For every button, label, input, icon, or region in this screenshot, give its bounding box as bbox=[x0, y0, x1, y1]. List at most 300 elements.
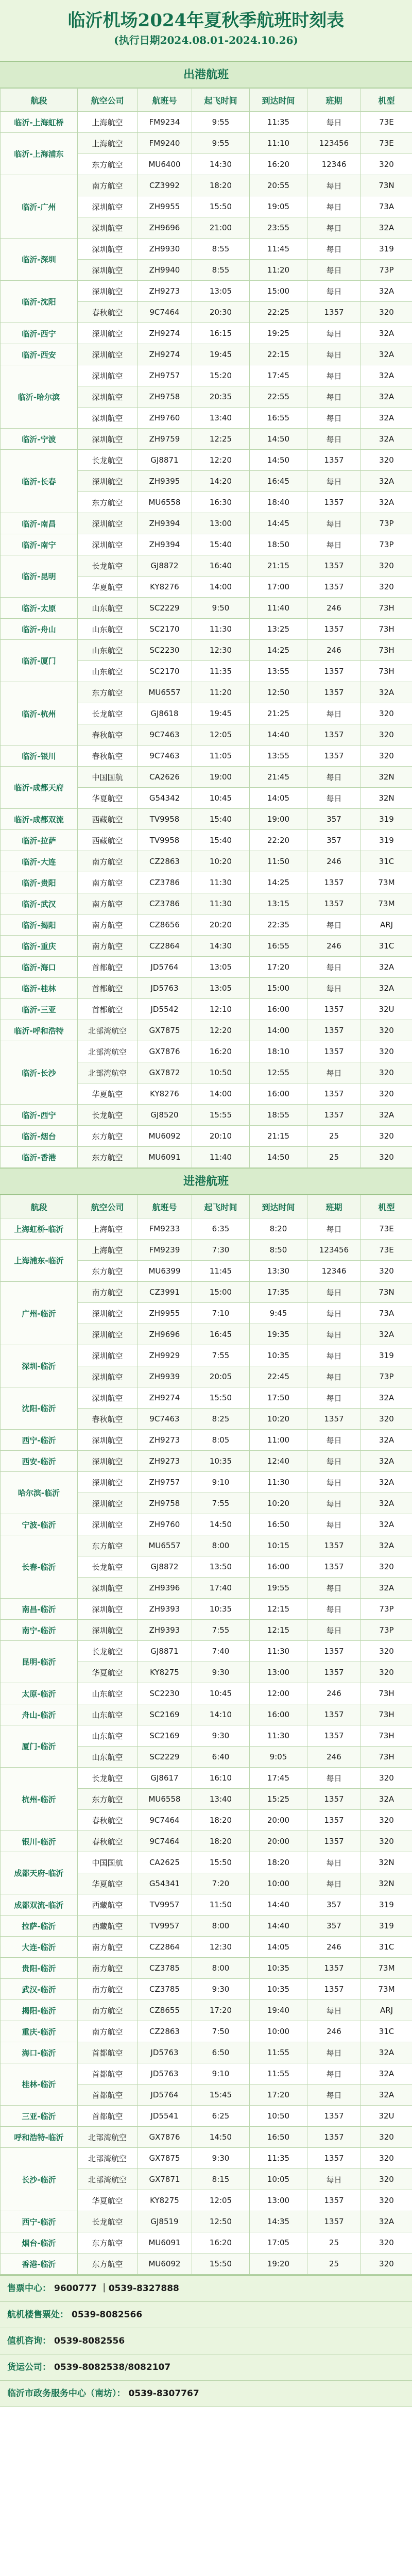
flight-number-cell: TV9958 bbox=[138, 830, 192, 851]
departure-time-cell: 11:35 bbox=[192, 661, 250, 682]
flight-number-cell: ZH9274 bbox=[138, 344, 192, 365]
column-header: 机型 bbox=[361, 1195, 412, 1218]
flight-number-cell: ZH9955 bbox=[138, 1303, 192, 1324]
arrival-time-cell: 19:25 bbox=[250, 323, 307, 344]
departure-time-cell: 11:30 bbox=[192, 893, 250, 914]
table-row bbox=[1, 2211, 412, 2232]
departure-time-cell: 15:50 bbox=[192, 1852, 250, 1873]
flight-number-cell: FM9240 bbox=[138, 133, 192, 154]
arrival-time-cell: 10:15 bbox=[250, 1535, 307, 1556]
arrival-time-cell: 20:00 bbox=[250, 1810, 307, 1831]
aircraft-type-cell: 32A bbox=[361, 344, 412, 365]
schedule-days-cell: 每日 bbox=[307, 2084, 361, 2106]
route-cell: 临沂-南昌 bbox=[1, 513, 78, 534]
airline-cell: 华夏航空 bbox=[78, 1873, 138, 1894]
table-row bbox=[1, 344, 412, 365]
airline-cell: 深圳航空 bbox=[78, 196, 138, 217]
departure-time-cell: 14:50 bbox=[192, 2127, 250, 2148]
schedule-days-cell: 246 bbox=[307, 1683, 361, 1704]
table-row bbox=[1, 999, 412, 1020]
schedule-days-cell: 每日 bbox=[307, 1366, 361, 1387]
schedule-days-cell: 1357 bbox=[307, 1409, 361, 1430]
table-row bbox=[1, 2021, 412, 2042]
flight-number-cell: KY8276 bbox=[138, 577, 192, 598]
schedule-days-cell: 25 bbox=[307, 2253, 361, 2275]
table-row bbox=[1, 830, 412, 851]
arrival-time-cell: 17:05 bbox=[250, 2232, 307, 2253]
aircraft-type-cell: 320 bbox=[361, 1641, 412, 1662]
airline-cell: 南方航空 bbox=[78, 914, 138, 936]
flight-number-cell: SC2229 bbox=[138, 598, 192, 619]
aircraft-type-cell: 319 bbox=[361, 1894, 412, 1916]
schedule-days-cell: 每日 bbox=[307, 1599, 361, 1620]
schedule-days-cell: 1357 bbox=[307, 745, 361, 767]
departure-time-cell: 12:50 bbox=[192, 2211, 250, 2232]
flight-number-cell: ZH9274 bbox=[138, 1387, 192, 1409]
departure-time-cell: 16:45 bbox=[192, 1324, 250, 1345]
airline-cell: 南方航空 bbox=[78, 2021, 138, 2042]
aircraft-type-cell: 32A bbox=[361, 2042, 412, 2063]
airline-cell: 山东航空 bbox=[78, 1704, 138, 1725]
aircraft-type-cell: 31C bbox=[361, 2021, 412, 2042]
table-row bbox=[1, 534, 412, 555]
table-row bbox=[1, 1240, 412, 1261]
schedule-days-cell: 每日 bbox=[307, 1451, 361, 1472]
aircraft-type-cell: 32A bbox=[361, 281, 412, 302]
flight-number-cell: CZ3992 bbox=[138, 175, 192, 196]
aircraft-type-cell: 73H bbox=[361, 1683, 412, 1704]
departure-time-cell: 15:20 bbox=[192, 365, 250, 386]
arrival-time-cell: 14:25 bbox=[250, 640, 307, 661]
airline-cell: 春秋航空 bbox=[78, 745, 138, 767]
airline-cell: 南方航空 bbox=[78, 1937, 138, 1958]
schedule-days-cell: 每日 bbox=[307, 2042, 361, 2063]
departure-time-cell: 9:50 bbox=[192, 598, 250, 619]
table-row bbox=[1, 2000, 412, 2021]
schedule-days-cell: 1357 bbox=[307, 999, 361, 1020]
table-row bbox=[1, 1514, 412, 1535]
schedule-days-cell: 123456 bbox=[307, 1240, 361, 1261]
aircraft-type-cell: 320 bbox=[361, 1147, 412, 1168]
flight-number-cell: CZ3786 bbox=[138, 872, 192, 893]
departure-time-cell: 9:30 bbox=[192, 1662, 250, 1683]
schedule-days-cell: 1357 bbox=[307, 1958, 361, 1979]
contact-label: 临沂市政务服务中心（南坊）： bbox=[7, 2388, 126, 2399]
aircraft-type-cell: 73E bbox=[361, 133, 412, 154]
contact-row bbox=[0, 2328, 412, 2354]
departure-time-cell: 11:05 bbox=[192, 745, 250, 767]
schedule-days-cell: 每日 bbox=[307, 365, 361, 386]
departure-time-cell: 9:55 bbox=[192, 133, 250, 154]
departure-time-cell: 18:20 bbox=[192, 1810, 250, 1831]
airline-cell: 首都航空 bbox=[78, 2042, 138, 2063]
flight-number-cell: MU6557 bbox=[138, 682, 192, 703]
route-cell: 临沂-成都天府 bbox=[1, 767, 78, 809]
contact-row bbox=[0, 2354, 412, 2381]
arrival-time-cell: 18:40 bbox=[250, 492, 307, 513]
flight-number-cell: GJ8520 bbox=[138, 1105, 192, 1126]
schedule-days-cell: 1357 bbox=[307, 1105, 361, 1126]
schedule-days-cell: 每日 bbox=[307, 1852, 361, 1873]
aircraft-type-cell: 320 bbox=[361, 1810, 412, 1831]
arrival-time-cell: 11:30 bbox=[250, 1641, 307, 1662]
table-row bbox=[1, 1147, 412, 1168]
aircraft-type-cell: 319 bbox=[361, 830, 412, 851]
schedule-days-cell: 25 bbox=[307, 1147, 361, 1168]
aircraft-type-cell: 320 bbox=[361, 302, 412, 323]
flight-number-cell: ZH9395 bbox=[138, 471, 192, 492]
table-row bbox=[1, 1020, 412, 1041]
route-cell: 宁波-临沂 bbox=[1, 1514, 78, 1535]
schedule-days-cell: 1357 bbox=[307, 555, 361, 577]
table-row bbox=[1, 914, 412, 936]
arrival-time-cell: 20:00 bbox=[250, 1831, 307, 1852]
aircraft-type-cell: 73H bbox=[361, 1704, 412, 1725]
route-cell: 临沂-上海浦东 bbox=[1, 133, 78, 175]
departure-time-cell: 14:30 bbox=[192, 154, 250, 175]
flight-number-cell: ZH9939 bbox=[138, 1366, 192, 1387]
table-row bbox=[1, 323, 412, 344]
schedule-days-cell: 每日 bbox=[307, 1514, 361, 1535]
route-cell: 三亚-临沂 bbox=[1, 2106, 78, 2127]
departure-time-cell: 9:30 bbox=[192, 2148, 250, 2169]
airline-cell: 深圳航空 bbox=[78, 365, 138, 386]
flight-number-cell: ZH9757 bbox=[138, 365, 192, 386]
route-cell: 临沂-西宁 bbox=[1, 323, 78, 344]
airline-cell: 东方航空 bbox=[78, 154, 138, 175]
aircraft-type-cell: 32A bbox=[361, 978, 412, 999]
table-row bbox=[1, 281, 412, 302]
airline-cell: 长龙航空 bbox=[78, 555, 138, 577]
schedule-days-cell: 1357 bbox=[307, 577, 361, 598]
route-cell: 拉萨-临沂 bbox=[1, 1916, 78, 1937]
airline-cell: 首都航空 bbox=[78, 978, 138, 999]
arrival-time-cell: 10:35 bbox=[250, 1979, 307, 2000]
flight-number-cell: SC2169 bbox=[138, 1704, 192, 1725]
departure-time-cell: 18:20 bbox=[192, 175, 250, 196]
airline-cell: 深圳航空 bbox=[78, 281, 138, 302]
route-cell: 成都天府-临沂 bbox=[1, 1852, 78, 1894]
aircraft-type-cell: 32A bbox=[361, 1578, 412, 1599]
route-cell: 临沂-上海虹桥 bbox=[1, 112, 78, 133]
schedule-days-cell: 每日 bbox=[307, 386, 361, 408]
aircraft-type-cell: 73N bbox=[361, 1282, 412, 1303]
flight-number-cell: CZ8656 bbox=[138, 914, 192, 936]
route-cell: 桂林-临沂 bbox=[1, 2063, 78, 2106]
route-cell: 临沂-武汉 bbox=[1, 893, 78, 914]
flight-number-cell: CA2625 bbox=[138, 1852, 192, 1873]
table-row bbox=[1, 1683, 412, 1704]
departure-time-cell: 20:05 bbox=[192, 1366, 250, 1387]
flight-number-cell: JD5542 bbox=[138, 999, 192, 1020]
flight-number-cell: 9C7464 bbox=[138, 1831, 192, 1852]
arrival-time-cell: 11:45 bbox=[250, 239, 307, 260]
departure-time-cell: 11:30 bbox=[192, 872, 250, 893]
arrival-time-cell: 12:15 bbox=[250, 1620, 307, 1641]
schedule-days-cell: 1357 bbox=[307, 2211, 361, 2232]
arrival-time-cell: 12:50 bbox=[250, 682, 307, 703]
aircraft-type-cell: 73E bbox=[361, 112, 412, 133]
arrival-time-cell: 11:30 bbox=[250, 1472, 307, 1493]
aircraft-type-cell: 320 bbox=[361, 2169, 412, 2190]
table-row bbox=[1, 619, 412, 640]
flight-number-cell: FM9233 bbox=[138, 1218, 192, 1240]
arrival-time-cell: 19:35 bbox=[250, 1324, 307, 1345]
departure-time-cell: 14:20 bbox=[192, 471, 250, 492]
departure-time-cell: 12:20 bbox=[192, 1020, 250, 1041]
aircraft-type-cell: 73H bbox=[361, 598, 412, 619]
arrival-time-cell: 15:00 bbox=[250, 978, 307, 999]
aircraft-type-cell: 320 bbox=[361, 450, 412, 471]
route-cell: 沈阳-临沂 bbox=[1, 1387, 78, 1430]
airline-cell: 上海航空 bbox=[78, 133, 138, 154]
arrival-time-cell: 16:50 bbox=[250, 2127, 307, 2148]
route-cell: 临沂-烟台 bbox=[1, 1126, 78, 1147]
table-row bbox=[1, 598, 412, 619]
departure-time-cell: 8:25 bbox=[192, 1409, 250, 1430]
table-row bbox=[1, 2148, 412, 2169]
flight-number-cell: CZ8655 bbox=[138, 2000, 192, 2021]
aircraft-type-cell: 32A bbox=[361, 323, 412, 344]
airline-cell: 深圳航空 bbox=[78, 1345, 138, 1366]
arrival-time-cell: 16:00 bbox=[250, 1083, 307, 1105]
aircraft-type-cell: 32A bbox=[361, 429, 412, 450]
departure-time-cell: 16:30 bbox=[192, 492, 250, 513]
airline-cell: 深圳航空 bbox=[78, 534, 138, 555]
airline-cell: 东方航空 bbox=[78, 2253, 138, 2275]
aircraft-type-cell: 32A bbox=[361, 1514, 412, 1535]
route-cell: 临沂-银川 bbox=[1, 745, 78, 767]
airline-cell: 山东航空 bbox=[78, 640, 138, 661]
flight-number-cell: GX7872 bbox=[138, 1062, 192, 1083]
aircraft-type-cell: 32A bbox=[361, 1789, 412, 1810]
aircraft-type-cell: 32N bbox=[361, 1852, 412, 1873]
airline-cell: 深圳航空 bbox=[78, 429, 138, 450]
flight-number-cell: SC2229 bbox=[138, 1747, 192, 1768]
column-header: 起飞时间 bbox=[192, 1195, 250, 1218]
route-cell: 深圳-临沂 bbox=[1, 1345, 78, 1387]
airline-cell: 西藏航空 bbox=[78, 830, 138, 851]
flight-number-cell: ZH9273 bbox=[138, 1430, 192, 1451]
route-cell: 临沂-西安 bbox=[1, 344, 78, 365]
table-row bbox=[1, 1979, 412, 2000]
aircraft-type-cell: 73M bbox=[361, 1979, 412, 2000]
flight-number-cell: KY8276 bbox=[138, 1083, 192, 1105]
column-header: 航段 bbox=[1, 89, 78, 112]
flight-number-cell: TV9957 bbox=[138, 1916, 192, 1937]
flight-number-cell: GX7876 bbox=[138, 2127, 192, 2148]
arrival-time-cell: 16:00 bbox=[250, 1556, 307, 1578]
flight-number-cell: ZH9396 bbox=[138, 1578, 192, 1599]
departure-time-cell: 15:40 bbox=[192, 830, 250, 851]
route-cell: 昆明-临沂 bbox=[1, 1641, 78, 1683]
airline-cell: 深圳航空 bbox=[78, 1472, 138, 1493]
departure-time-cell: 10:35 bbox=[192, 1599, 250, 1620]
airline-cell: 北部湾航空 bbox=[78, 1020, 138, 1041]
airline-cell: 深圳航空 bbox=[78, 471, 138, 492]
departure-time-cell: 15:50 bbox=[192, 196, 250, 217]
schedule-days-cell: 1357 bbox=[307, 1020, 361, 1041]
airline-cell: 东方航空 bbox=[78, 1789, 138, 1810]
arrival-time-cell: 14:45 bbox=[250, 513, 307, 534]
contact-phone: 9600777 ｜0539-8327888 bbox=[54, 2283, 179, 2294]
arrival-time-cell: 13:00 bbox=[250, 1662, 307, 1683]
flight-number-cell: ZH9760 bbox=[138, 1514, 192, 1535]
arrival-time-cell: 11:55 bbox=[250, 2063, 307, 2084]
table-row bbox=[1, 1387, 412, 1409]
schedule-days-cell: 每日 bbox=[307, 703, 361, 724]
aircraft-type-cell: 73E bbox=[361, 1240, 412, 1261]
table-row bbox=[1, 682, 412, 703]
aircraft-type-cell: 319 bbox=[361, 1345, 412, 1366]
aircraft-type-cell: 73H bbox=[361, 619, 412, 640]
flight-number-cell: ZH9929 bbox=[138, 1345, 192, 1366]
airline-cell: 深圳航空 bbox=[78, 1620, 138, 1641]
departure-time-cell: 15:55 bbox=[192, 1105, 250, 1126]
aircraft-type-cell: 32N bbox=[361, 767, 412, 788]
airline-cell: 深圳航空 bbox=[78, 239, 138, 260]
column-header: 机型 bbox=[361, 89, 412, 112]
arrival-time-cell: 22:20 bbox=[250, 830, 307, 851]
departure-time-cell: 12:25 bbox=[192, 429, 250, 450]
schedule-days-cell: 246 bbox=[307, 1937, 361, 1958]
schedule-days-cell: 每日 bbox=[307, 281, 361, 302]
contact-label: 售票中心： bbox=[7, 2283, 51, 2294]
contact-phone: 0539-8307767 bbox=[128, 2388, 199, 2399]
airline-cell: 西藏航空 bbox=[78, 1916, 138, 1937]
flight-number-cell: 9C7463 bbox=[138, 724, 192, 745]
arrival-time-cell: 14:25 bbox=[250, 872, 307, 893]
aircraft-type-cell: 320 bbox=[361, 1126, 412, 1147]
airline-cell: 山东航空 bbox=[78, 1747, 138, 1768]
flight-number-cell: ZH9760 bbox=[138, 408, 192, 429]
aircraft-type-cell: 32A bbox=[361, 492, 412, 513]
page-subtitle: (执行日期2024.08.01-2024.10.26) bbox=[114, 34, 298, 46]
route-cell: 临沂-深圳 bbox=[1, 239, 78, 281]
schedule-days-cell: 357 bbox=[307, 1916, 361, 1937]
aircraft-type-cell: 32U bbox=[361, 999, 412, 1020]
flight-number-cell: GJ8872 bbox=[138, 1556, 192, 1578]
table-row bbox=[1, 1345, 412, 1366]
aircraft-type-cell: 32A bbox=[361, 2084, 412, 2106]
schedule-days-cell: 每日 bbox=[307, 408, 361, 429]
arrival-time-cell: 11:30 bbox=[250, 1725, 307, 1747]
airline-cell: 北部湾航空 bbox=[78, 2127, 138, 2148]
route-cell: 舟山-临沂 bbox=[1, 1704, 78, 1725]
schedule-days-cell: 1357 bbox=[307, 1641, 361, 1662]
departure-time-cell: 7:20 bbox=[192, 1873, 250, 1894]
departure-time-cell: 14:30 bbox=[192, 936, 250, 957]
table-row bbox=[1, 1451, 412, 1472]
route-cell: 临沂-三亚 bbox=[1, 999, 78, 1020]
aircraft-type-cell: 320 bbox=[361, 577, 412, 598]
arrival-time-cell: 14:05 bbox=[250, 1937, 307, 1958]
schedule-days-cell: 25 bbox=[307, 1126, 361, 1147]
contact-row bbox=[0, 2302, 412, 2328]
flight-number-cell: MU6091 bbox=[138, 1147, 192, 1168]
departure-time-cell: 9:10 bbox=[192, 1472, 250, 1493]
arrival-time-cell: 19:20 bbox=[250, 2253, 307, 2275]
airline-cell: 深圳航空 bbox=[78, 1493, 138, 1514]
route-cell: 南昌-临沂 bbox=[1, 1599, 78, 1620]
airline-cell: 南方航空 bbox=[78, 1958, 138, 1979]
route-cell: 临沂-呼和浩特 bbox=[1, 1020, 78, 1041]
arrival-time-cell: 14:50 bbox=[250, 450, 307, 471]
departure-time-cell: 14:50 bbox=[192, 1514, 250, 1535]
schedule-days-cell: 每日 bbox=[307, 112, 361, 133]
arrival-time-cell: 13:55 bbox=[250, 745, 307, 767]
schedule-days-cell: 每日 bbox=[307, 1472, 361, 1493]
column-header: 起飞时间 bbox=[192, 89, 250, 112]
airline-cell: 华夏航空 bbox=[78, 2190, 138, 2211]
table-row bbox=[1, 429, 412, 450]
flight-number-cell: ZH9758 bbox=[138, 386, 192, 408]
contact-row bbox=[0, 2276, 412, 2302]
airline-cell: 东方航空 bbox=[78, 2232, 138, 2253]
aircraft-type-cell: 73M bbox=[361, 893, 412, 914]
route-cell: 临沂-沈阳 bbox=[1, 281, 78, 323]
flight-number-cell: MU6400 bbox=[138, 154, 192, 175]
flight-number-cell: SC2230 bbox=[138, 640, 192, 661]
flight-number-cell: ZH9759 bbox=[138, 429, 192, 450]
airline-cell: 东方航空 bbox=[78, 1535, 138, 1556]
schedule-days-cell: 1357 bbox=[307, 450, 361, 471]
route-cell: 临沂-重庆 bbox=[1, 936, 78, 957]
schedule-days-cell: 246 bbox=[307, 2021, 361, 2042]
airline-cell: 春秋航空 bbox=[78, 724, 138, 745]
table-row bbox=[1, 2127, 412, 2148]
aircraft-type-cell: 320 bbox=[361, 1261, 412, 1282]
aircraft-type-cell: 73M bbox=[361, 872, 412, 893]
column-header: 班期 bbox=[307, 89, 361, 112]
flight-number-cell: ZH9273 bbox=[138, 281, 192, 302]
departure-time-cell: 8:55 bbox=[192, 239, 250, 260]
page-title: 临沂机场2024年夏秋季航班时刻表 bbox=[67, 10, 345, 31]
schedule-days-cell: 每日 bbox=[307, 1218, 361, 1240]
arrival-time-cell: 17:45 bbox=[250, 1768, 307, 1789]
airline-cell: 深圳航空 bbox=[78, 513, 138, 534]
departure-time-cell: 20:10 bbox=[192, 1126, 250, 1147]
arrival-time-cell: 22:55 bbox=[250, 386, 307, 408]
arrival-time-cell: 13:55 bbox=[250, 661, 307, 682]
departure-time-cell: 8:00 bbox=[192, 1916, 250, 1937]
route-cell: 临沂-南宁 bbox=[1, 534, 78, 555]
schedule-days-cell: 每日 bbox=[307, 2169, 361, 2190]
airline-cell: 长龙航空 bbox=[78, 1556, 138, 1578]
schedule-table bbox=[0, 1195, 412, 2275]
column-header: 航班号 bbox=[138, 1195, 192, 1218]
flight-number-cell: JD5763 bbox=[138, 978, 192, 999]
arrival-time-cell: 17:35 bbox=[250, 1282, 307, 1303]
aircraft-type-cell: 320 bbox=[361, 745, 412, 767]
route-cell: 长春-临沂 bbox=[1, 1535, 78, 1599]
departure-time-cell: 11:30 bbox=[192, 619, 250, 640]
departure-time-cell: 19:00 bbox=[192, 767, 250, 788]
arrival-time-cell: 17:20 bbox=[250, 2084, 307, 2106]
flight-number-cell: KY8275 bbox=[138, 2190, 192, 2211]
schedule-days-cell: 1357 bbox=[307, 1535, 361, 1556]
departure-time-cell: 11:40 bbox=[192, 1147, 250, 1168]
departure-time-cell: 8:05 bbox=[192, 1430, 250, 1451]
flight-number-cell: GX7876 bbox=[138, 1041, 192, 1062]
flight-number-cell: ZH9955 bbox=[138, 196, 192, 217]
aircraft-type-cell: 73A bbox=[361, 1303, 412, 1324]
departure-time-cell: 6:25 bbox=[192, 2106, 250, 2127]
schedule-days-cell: 每日 bbox=[307, 2063, 361, 2084]
arrival-time-cell: 11:40 bbox=[250, 598, 307, 619]
schedule-days-cell: 25 bbox=[307, 2232, 361, 2253]
arrival-time-cell: 11:55 bbox=[250, 2042, 307, 2063]
